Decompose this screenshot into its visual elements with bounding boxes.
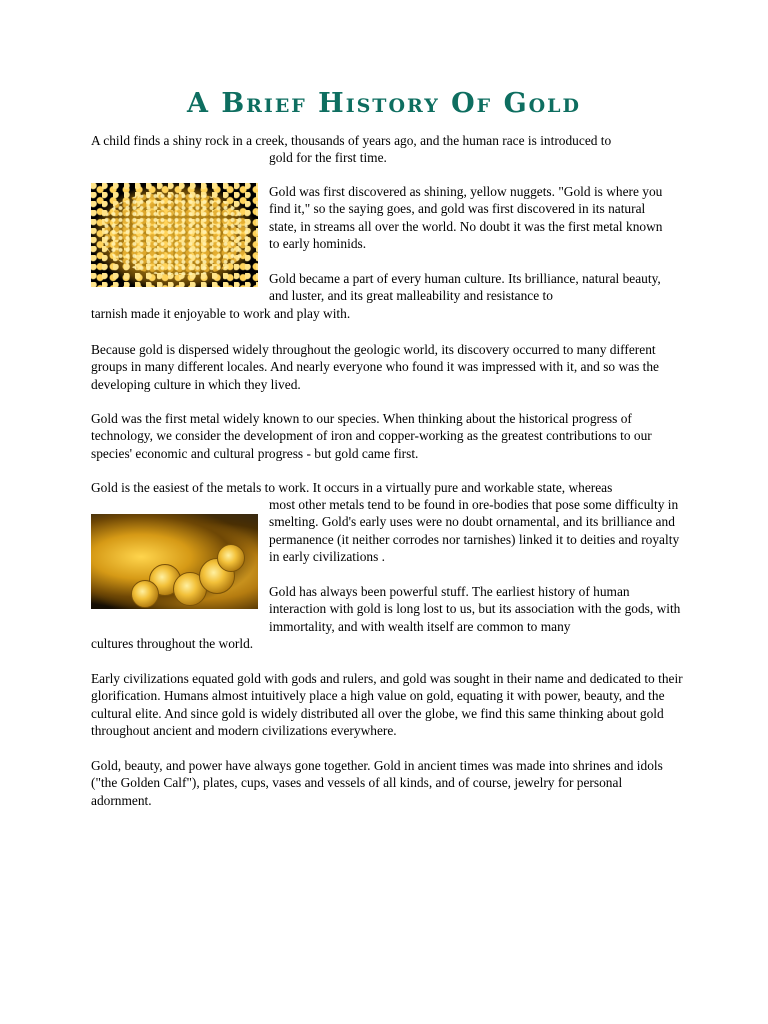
intro-line-2: gold for the first time. — [269, 150, 387, 165]
gold-nuggets-image — [91, 183, 258, 287]
paragraph-civilizations: Early civilizations equated gold with gods and rulers, and gold was sought in their name and dedicated to their glorification. Humans almost intuitively place a high value on gold, equating it with power, beauty, and the cultural elite. And since gold is widely distributed all over the globe, we find this same thinking about gold throughout ancient and modern civilizations everywhere. — [91, 671, 683, 738]
paragraph-dispersed: Because gold is dispersed widely throughout the geologic world, its discovery occurred to many different groups in many different locales. And nearly everyone who found it was impressed with it, and so was the developing culture in which they lived. — [91, 342, 659, 392]
paragraph-powerful-end: cultures throughout the world. — [91, 636, 254, 651]
paragraph-culture-end: tarnish made it enjoyable to work and play with. — [91, 306, 351, 321]
intro-line-1: A child finds a shiny rock in a creek, thousands of years ago, and the human race is introduced to — [91, 133, 612, 148]
paragraph-culture-wrap: Gold became a part of every human culture. Its brilliance, natural beauty, and luster, and its great malleability and resistance to — [269, 271, 661, 304]
paragraph-nuggets: Gold was first discovered as shining, yellow nuggets. "Gold is where you find it," so the saying goes, and gold was first discovered in its natural state, in streams all over the world. No doubt it was the first metal known to early hominids. — [269, 184, 663, 251]
paragraph-beauty-power: Gold, beauty, and power have always gone together. Gold in ancient times was made into shrines and idols ("the Golden Calf"), plates, cups, vases and vessels of all kinds, and of course, jewelry for personal adornment. — [91, 758, 663, 808]
page-title: A Brief History Of Gold — [186, 88, 582, 119]
paragraph-powerful-wrap: Gold has always been powerful stuff. The earliest history of human interaction with gold is long lost to us, but its association with the gods, with immortality, and with wealth itself are common to many — [269, 584, 681, 634]
gold-coins-image — [91, 514, 258, 609]
paragraph-easiest-line-1: Gold is the easiest of the metals to work. It occurs in a virtually pure and workable state, whereas — [91, 480, 613, 495]
paragraph-easiest-wrap: most other metals tend to be found in ore-bodies that pose some difficulty in smelting. Gold's early uses were no doubt ornamental, and its brilliance and permanence (it neither corrodes nor tarnishes) linked it to deities and royalty in early civilizations . — [269, 497, 680, 564]
paragraph-first-metal: Gold was the first metal widely known to our species. When thinking about the historical progress of technology, we consider the development of iron and copper-working as the greatest contributions to our species' economic and cultural progress - but gold came first. — [91, 411, 652, 461]
